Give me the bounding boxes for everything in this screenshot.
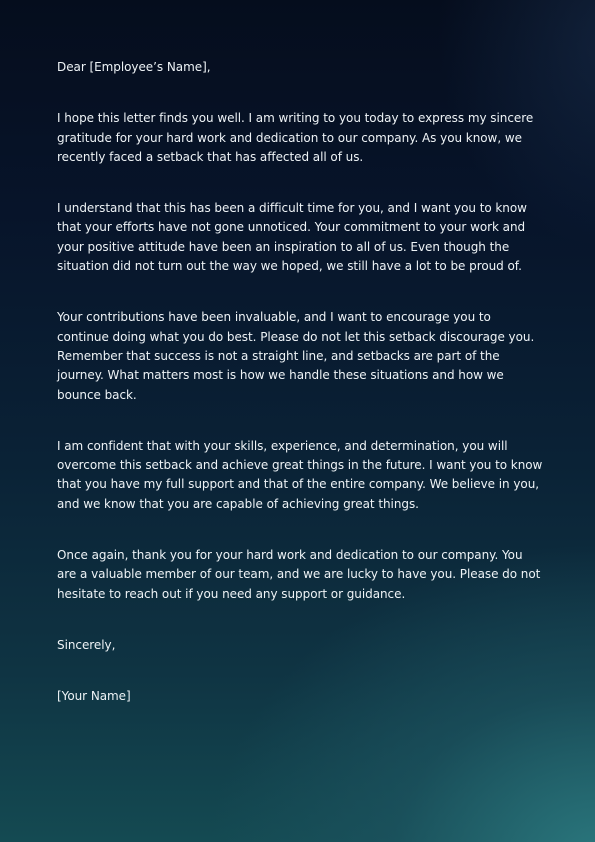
letter-paragraph-2: I understand that this has been a difficult time for you, and I want you to know that your efforts have not gone unnoticed. Your commitment to your work and your positive attitude have been an inspiration to all of us. Even though the situation did not turn out the way we hoped, we still have a lot to be proud of. bbox=[57, 201, 527, 274]
letter-paragraph-5: Once again, thank you for your hard work and dedication to our company. You are a valuable member of our team, and we are lucky to have you. Please do not hesitate to reach out if you need any support or guidance. bbox=[57, 548, 541, 601]
letter-greeting: Dear [Employee’s Name], bbox=[57, 60, 211, 74]
letter-closing: Sincerely, bbox=[57, 637, 116, 652]
letter-signature: [Your Name] bbox=[57, 689, 131, 704]
letter-paragraph-4: I am confident that with your skills, experience, and determination, you will overcome this setback and achieve great things in the future. I want you to know that you have my full support and that of the entire company. We believe in you, and we know that you are capable of achieving great things. bbox=[57, 438, 543, 511]
letter-paragraph-3: Your contributions have been invaluable, and I want to encourage you to continue doing what you do best. Please do not let this setback discourage you. Remember that success is not a straight line, and setbacks are part of the journey. What matters most is how we handle these situations and how we bounce back. bbox=[57, 310, 535, 402]
letter-paragraph-1: I hope this letter finds you well. I am writing to you today to express my sincere gratitude for your hard work and dedication to our company. As you know, we recently faced a setback that has affected all of us. bbox=[57, 111, 534, 164]
